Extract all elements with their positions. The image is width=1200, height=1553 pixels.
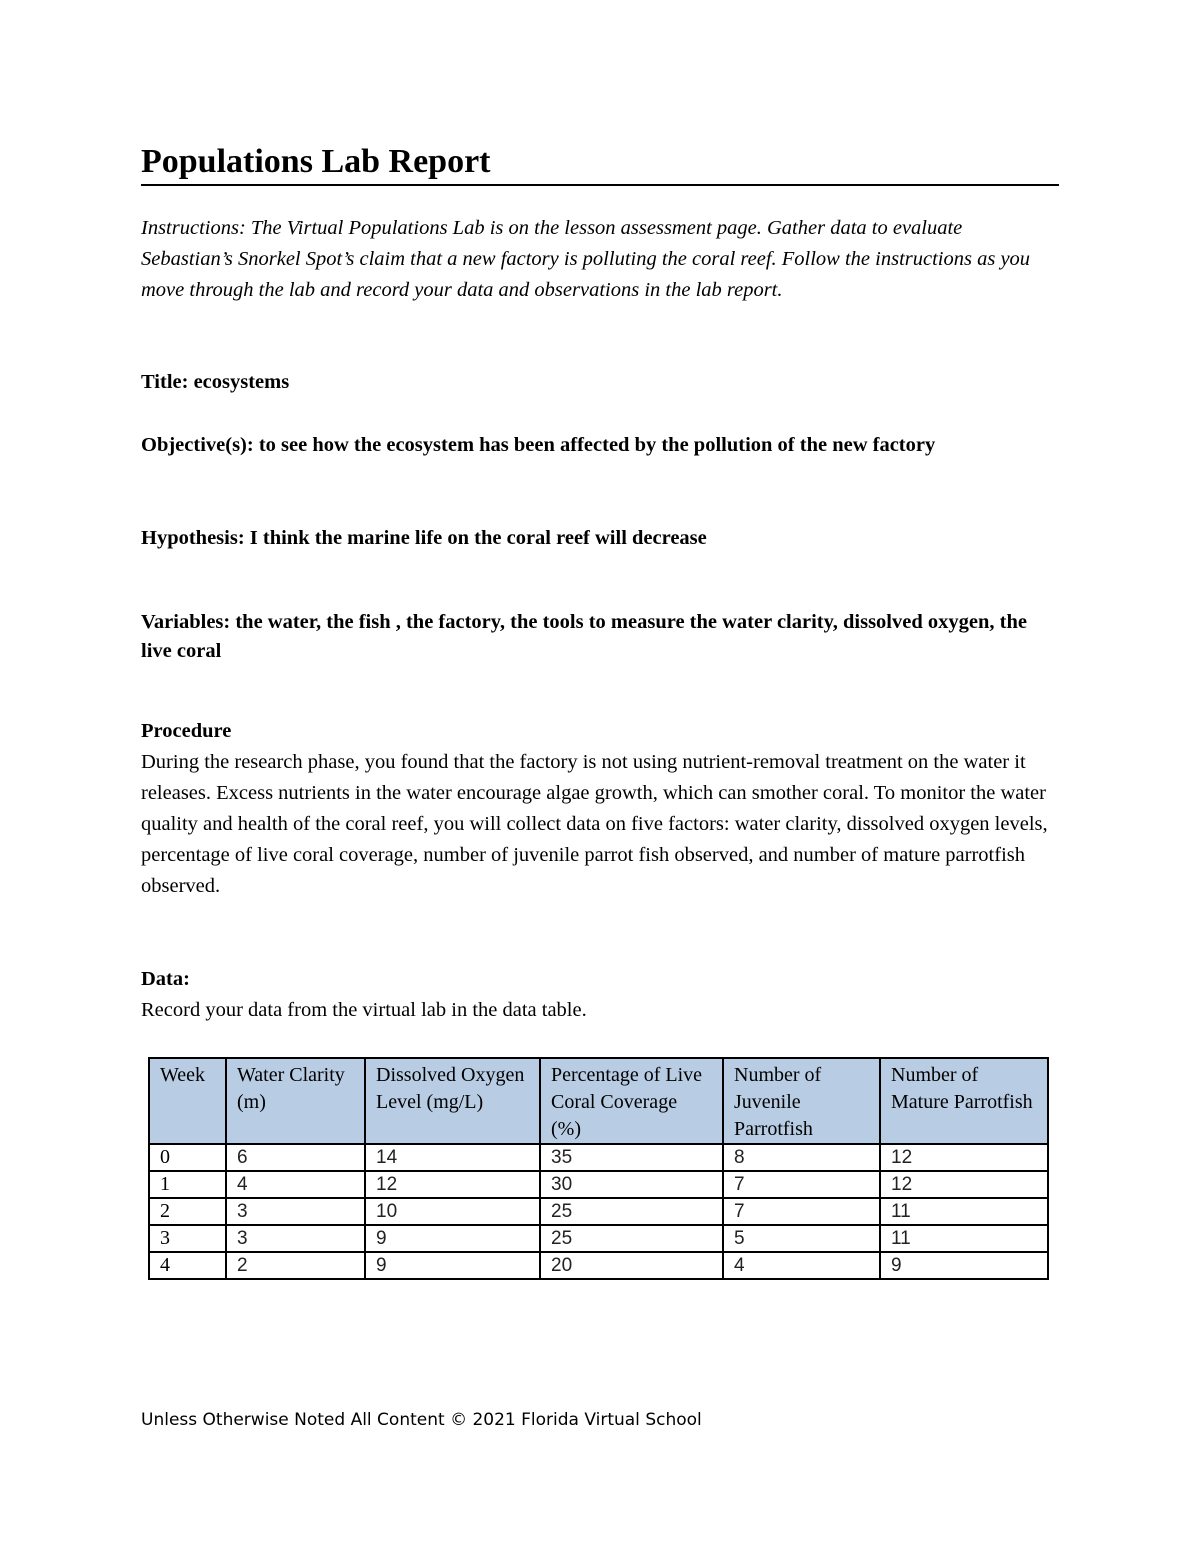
copyright-footer: Unless Otherwise Noted All Content © 2021 Florida Virtual School — [141, 1410, 702, 1430]
header-mature-parrotfish: Number of Mature Parrotfish — [880, 1058, 1048, 1144]
data-table — [148, 1057, 1049, 1280]
procedure-heading: Procedure — [141, 720, 232, 742]
table-cell: 30 — [540, 1171, 723, 1198]
table-cell: 14 — [365, 1144, 540, 1171]
hypothesis-field: Hypothesis: I think the marine life on the coral reef will decrease — [141, 527, 707, 549]
table-cell-week: 2 — [149, 1198, 226, 1225]
table-cell: 12 — [880, 1144, 1048, 1171]
table-row — [149, 1144, 1048, 1171]
table-cell: 4 — [226, 1171, 365, 1198]
table-cell: 9 — [365, 1252, 540, 1279]
table-cell: 9 — [880, 1252, 1048, 1279]
header-week: Week — [149, 1058, 226, 1144]
page-title: Populations Lab Report — [141, 142, 1059, 186]
table-cell: 7 — [723, 1198, 880, 1225]
header-dissolved-oxygen: Dissolved Oxygen Level (mg/L) — [365, 1058, 540, 1144]
table-cell: 4 — [723, 1252, 880, 1279]
table-cell: 3 — [226, 1198, 365, 1225]
table-row — [149, 1252, 1048, 1279]
table-cell: 12 — [880, 1171, 1048, 1198]
table-cell: 7 — [723, 1171, 880, 1198]
objective-field: Objective(s): to see how the ecosystem has been affected by the pollution of the new factory — [141, 434, 936, 456]
table-cell-week: 4 — [149, 1252, 226, 1279]
table-row — [149, 1171, 1048, 1198]
table-cell: 9 — [365, 1225, 540, 1252]
table-cell-week: 1 — [149, 1171, 226, 1198]
table-cell-week: 3 — [149, 1225, 226, 1252]
table-cell: 35 — [540, 1144, 723, 1171]
data-heading: Data: — [141, 968, 190, 990]
header-water-clarity: Water Clarity (m) — [226, 1058, 365, 1144]
variables-field: Variables: the water, the fish , the factory, the tools to measure the water clarity, dissolved oxygen, the live coral — [141, 611, 1027, 662]
table-cell-week: 0 — [149, 1144, 226, 1171]
header-live-coral: Percentage of Live Coral Coverage (%) — [540, 1058, 723, 1144]
table-cell: 12 — [365, 1171, 540, 1198]
table-cell: 3 — [226, 1225, 365, 1252]
report-title-field: Title: ecosystems — [141, 371, 290, 393]
table-cell: 5 — [723, 1225, 880, 1252]
table-cell: 20 — [540, 1252, 723, 1279]
table-cell: 8 — [723, 1144, 880, 1171]
table-cell: 2 — [226, 1252, 365, 1279]
table-row — [149, 1225, 1048, 1252]
table-cell: 6 — [226, 1144, 365, 1171]
instructions-paragraph: Instructions: The Virtual Populations Lab is on the lesson assessment page. Gather data to evaluate Sebastian’s Snorkel Spot’s claim that a new factory is polluting the coral reef. Follow the instructions as you move through the lab and record your data and observations in the lab report. — [141, 217, 1031, 301]
table-header-row — [149, 1058, 1048, 1144]
header-juvenile-parrotfish: Number of Juvenile Parrotfish — [723, 1058, 880, 1144]
table-cell: 10 — [365, 1198, 540, 1225]
table-cell: 25 — [540, 1198, 723, 1225]
procedure-paragraph: During the research phase, you found that the factory is not using nutrient-removal treatment on the water it releases. Excess nutrients in the water encourage algae growth, which can smother coral. To monitor the water quality and health of the coral reef, you will collect data on five factors: water clarity, dissolved oxygen levels, percentage of live coral coverage, number of juvenile parrot fish observed, and number of mature parrotfish observed. — [141, 751, 1048, 897]
table-cell: 11 — [880, 1198, 1048, 1225]
table-cell: 25 — [540, 1225, 723, 1252]
table-row — [149, 1198, 1048, 1225]
data-instruction-text: Record your data from the virtual lab in the data table. — [141, 999, 587, 1021]
table-cell: 11 — [880, 1225, 1048, 1252]
